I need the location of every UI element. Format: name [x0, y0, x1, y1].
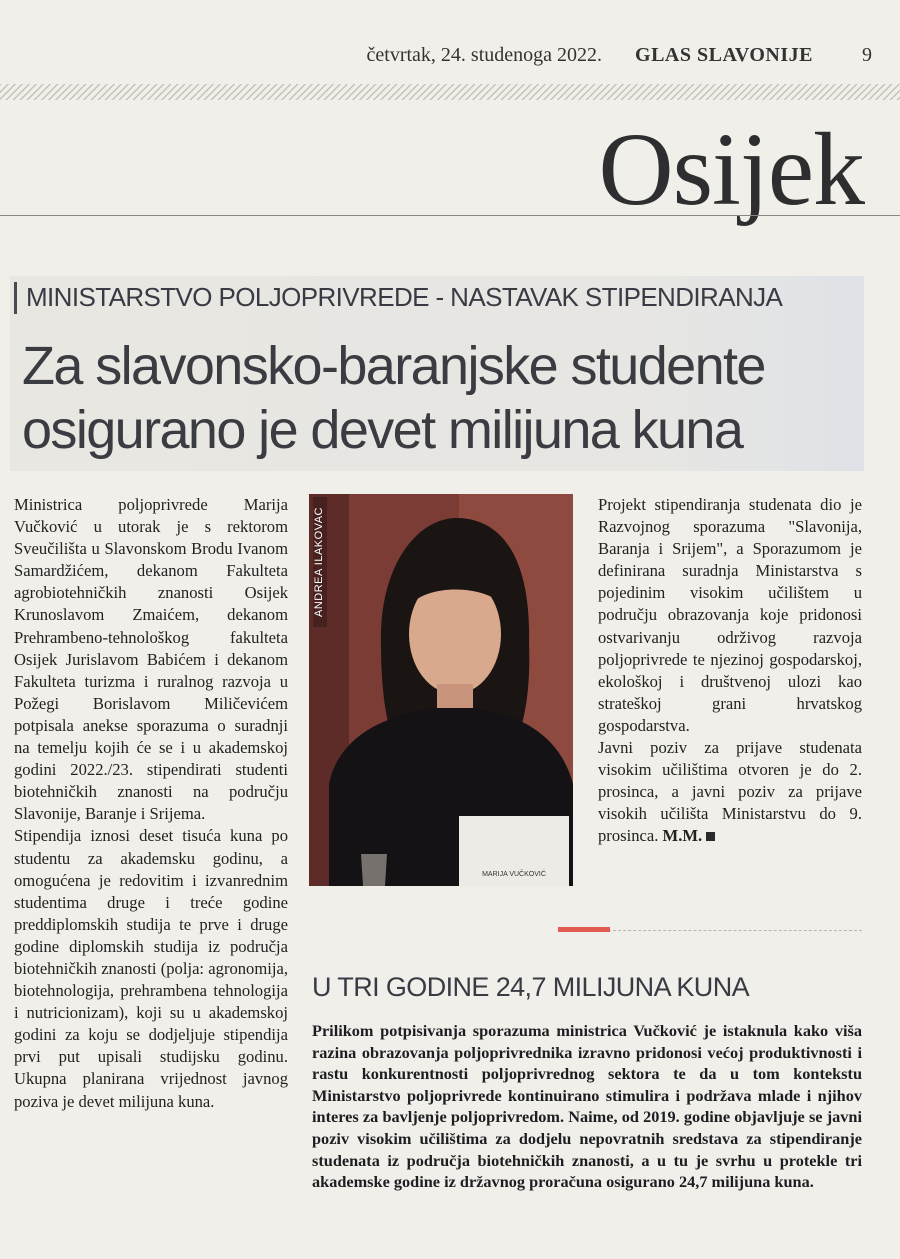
box-subhead: U TRI GODINE 24,7 MILIJUNA KUNA — [312, 972, 750, 1002]
article-paragraph-4-text: Javni poziv za prijave studenata visokim učilištima otvoren je do 2. prosinca, a javni poziv za prijave visokih učilišta Ministarstvu do 9. prosinca. — [598, 738, 862, 846]
end-mark-icon — [706, 832, 715, 841]
kicker: MINISTARSTVO POLJOPRIVREDE - NASTAVAK STIPENDIRANJA — [26, 282, 783, 312]
photo-credit: ANDREA ILAKOVAC — [313, 497, 327, 627]
page-number: 9 — [862, 44, 872, 66]
author-signature: M.M. — [662, 826, 703, 846]
section-title: Osijek — [598, 112, 864, 227]
portrait-photo — [309, 494, 573, 886]
article-column-3 — [598, 494, 862, 848]
headline-line-1: Za slavonsko-baranjske studente — [22, 336, 765, 396]
article-paragraph-4 — [598, 737, 862, 847]
placard-text: MARIJA VUČKOVIĆ — [482, 871, 546, 878]
headline-line-2: osigurano je devet milijuna kuna — [22, 400, 743, 460]
box-lead-text: Prilikom potpisivanja sporazuma ministrica Vučković je istaknula kako viša razina obrazovanja poljoprivrednika izravno pridonosi većoj produktivnosti i rastu konkurentnosti poljoprivrednog sektora te da u tom kontekstu Ministarstvo poljoprivrede kontinuirano stimulira i podržava mlade i njihov interes za bavljenje poljoprivredom. Naime, od 2019. godine objavljuje se javni poziv visokim učilištima za dodjelu nepovratnih sredstava za stipendiranje studenata iz područja biotehničkih znanosti, a u tu je svrhu u protekle tri akademske godine iz državnog proračuna osigurano 24,7 milijuna kuna. — [312, 1021, 862, 1192]
masthead — [0, 44, 872, 74]
article-column-1 — [14, 494, 288, 1113]
article-paragraph-2: Stipendija iznosi deset tisuća kuna po studentu za akademsku godinu, a omogućena je redovitim i izvanrednim studentima druge i treće godine preddiplomskih studija te prve i druge godine diplomskih studija iz područja biotehničkih znanosti (polja: agronomija, biotehnologija, prehrambena tehnologija i nutricionizam), koji su u akademskoj godini za koju se dodjeljuje stipendija prvi put upisali studijsku godinu. Ukupna planirana vrijednost javnog poziva je devet milijuna kuna. — [14, 826, 288, 1111]
headline — [22, 334, 862, 462]
section-divider — [0, 215, 900, 216]
hatched-band — [0, 84, 900, 100]
newspaper-name: GLAS SLAVONIJE — [635, 44, 813, 66]
box-divider — [598, 930, 862, 931]
article-paragraph-1: Ministrica poljoprivrede Marija Vučković u utorak je s rektorom Sveučilišta u Slavonskom Brodu Ivanom Samardžićem, dekanom Fakulteta agrobiotehničkih znanosti Osijek Krunoslavom Zmaićem, dekanom Prehrambeno-tehnološkog fakulteta Osijek Jurislavom Babićem i dekanom Fakulteta turizma i ruralnog razvoja u Požegi Borislavom Miličevićem potpisala anekse sporazuma o suradnji na temelju kojih će se i u akademskoj godini 2022./23. stipendirati studenti biotehničkih znanosti na području Slavonije, Baranje i Srijema. — [14, 495, 288, 824]
article-photo — [309, 494, 573, 886]
kicker-bar — [14, 282, 17, 314]
article-paragraph-3: Projekt stipendiranja studenata dio je Razvojnog sporazuma "Slavonija, Baranja i Srijem", a Sporazumom je definirana suradnja Ministarstva s pojedinim visokim učilištem u području obrazovanja koje pridonosi ostvarivanju održivog razvoja poljoprivrede te njezinoj gospodarskoj, ekološkoj i društvenoj ulozi kao strateškoj grani hrvatskog gospodarstva. — [598, 495, 862, 735]
issue-date: četvrtak, 24. studenoga 2022. — [366, 44, 603, 66]
box-divider-accent — [558, 927, 610, 932]
